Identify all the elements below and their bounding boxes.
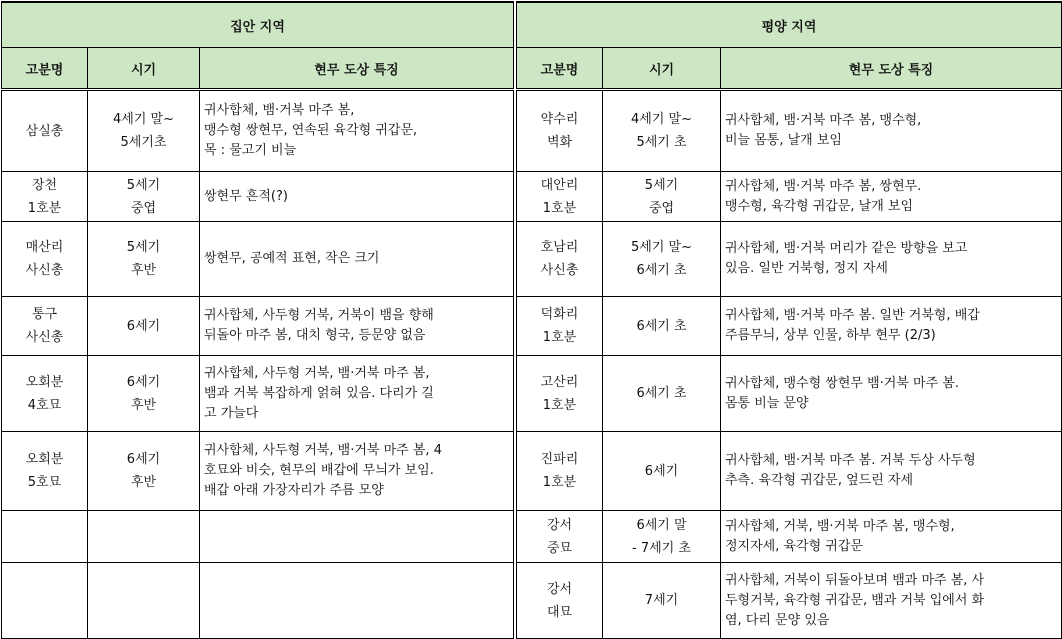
- empty-cell: [2, 511, 88, 563]
- jipan-region-table: [1, 1, 514, 639]
- table-row: [517, 222, 1062, 297]
- period-cell: 5세기 중엽: [603, 172, 721, 222]
- period-cell: 6세기: [88, 297, 200, 356]
- tomb-name-cell: 진파리 1호분: [517, 432, 603, 511]
- period-cell: 7세기: [603, 563, 721, 639]
- features-cell: 귀사합체, 사두형 거북, 거북이 뱀을 향해 뒤돌아 마주 봄, 대치 형국, 등문양 없음: [200, 297, 514, 356]
- features-cell: 쌍현무 흔적(?): [200, 172, 514, 222]
- features-cell: 귀사합체, 맹수형 쌍현무 뱀·거북 마주 봄. 몸통 비늘 문양: [721, 356, 1062, 432]
- table-row: [2, 563, 514, 639]
- header-tomb-name: 고분명: [517, 48, 603, 90]
- table-row: [2, 90, 514, 172]
- tomb-name-cell: 통구 사신총: [2, 297, 88, 356]
- header-period: 시기: [88, 48, 200, 90]
- tomb-name-cell: 강서 중묘: [517, 511, 603, 563]
- table-row: [517, 432, 1062, 511]
- tomb-name-cell: 약수리 벽화: [517, 90, 603, 172]
- tomb-name-cell: 고산리 1호분: [517, 356, 603, 432]
- region-title: 평양 지역: [517, 2, 1062, 48]
- tomb-name-cell: 강서 대묘: [517, 563, 603, 639]
- features-cell: 귀사합체, 뱀·거북 머리가 같은 방향을 보고 있음. 일반 거북형, 정지 자세: [721, 222, 1062, 297]
- features-cell: 귀사합체, 뱀·거북 마주 봄, 맹수형 쌍현무, 연속된 육각형 귀갑문, 목 : 물고기 비늘: [200, 90, 514, 172]
- period-cell: 6세기 후반: [88, 432, 200, 511]
- features-cell: 귀사합체, 뱀·거북 마주 봄. 거북 두상 사두형 추측. 육각형 귀갑문, 엎드린 자세: [721, 432, 1062, 511]
- table-row: [517, 356, 1062, 432]
- period-cell: 4세기 말~ 5세기 초: [603, 90, 721, 172]
- tomb-name-cell: 삼실총: [2, 90, 88, 172]
- features-cell: 귀사합체, 뱀·거북 마주 봄. 일반 거북형, 배갑 주름무늬, 상부 인물, 하부 현무 (2/3): [721, 297, 1062, 356]
- empty-cell: [88, 511, 200, 563]
- header-period: 시기: [603, 48, 721, 90]
- period-cell: 6세기: [603, 432, 721, 511]
- features-cell: 귀사합체, 거북이 뒤돌아보며 뱀과 마주 봄, 사 두형거북, 육각형 귀갑문, 뱀과 거북 입에서 화 염, 다리 문양 있음: [721, 563, 1062, 639]
- period-cell: 5세기 후반: [88, 222, 200, 297]
- features-cell: 귀사합체, 거북, 뱀·거북 마주 봄, 맹수형, 정지자세, 육각형 귀갑문: [721, 511, 1062, 563]
- period-cell: 5세기 중엽: [88, 172, 200, 222]
- table-row: [2, 172, 514, 222]
- tomb-name-cell: 호남리 사신총: [517, 222, 603, 297]
- tomb-name-cell: 대안리 1호분: [517, 172, 603, 222]
- empty-cell: [2, 563, 88, 639]
- region-title: 집안 지역: [2, 2, 514, 48]
- period-cell: 6세기 말 - 7세기 초: [603, 511, 721, 563]
- tomb-name-cell: 오회분 5호묘: [2, 432, 88, 511]
- period-cell: 5세기 말~ 6세기 초: [603, 222, 721, 297]
- features-cell: 귀사합체, 사두형 거북, 뱀·거북 마주 봄, 4 호묘와 비슷, 현무의 배갑에 무늬가 보임. 배갑 아래 가장자리가 주름 모양: [200, 432, 514, 511]
- table-row: [2, 511, 514, 563]
- tomb-name-cell: 덕화리 1호분: [517, 297, 603, 356]
- pyongyang-region-table: [516, 1, 1062, 639]
- table-row: [517, 563, 1062, 639]
- table-row: [2, 297, 514, 356]
- period-cell: 6세기 후반: [88, 356, 200, 432]
- features-cell: 귀사합체, 뱀·거북 마주 봄, 맹수형, 비늘 몸통, 날개 보임: [721, 90, 1062, 172]
- period-cell: 6세기 초: [603, 356, 721, 432]
- tomb-name-cell: 매산리 사신총: [2, 222, 88, 297]
- empty-cell: [200, 563, 514, 639]
- features-cell: 쌍현무, 공예적 표현, 작은 크기: [200, 222, 514, 297]
- header-tomb-name: 고분명: [2, 48, 88, 90]
- features-cell: 귀사합체, 사두형 거북, 뱀·거북 마주 봄, 뱀과 거북 복잡하게 얽혀 있음. 다리가 길 고 가늘다: [200, 356, 514, 432]
- period-cell: 4세기 말~ 5세기초: [88, 90, 200, 172]
- table-row: [2, 356, 514, 432]
- empty-cell: [88, 563, 200, 639]
- table-row: [517, 511, 1062, 563]
- empty-cell: [200, 511, 514, 563]
- table-row: [517, 172, 1062, 222]
- header-features: 현무 도상 특징: [200, 48, 514, 90]
- tomb-name-cell: 장천 1호분: [2, 172, 88, 222]
- features-cell: 귀사합체, 뱀·거북 마주 봄, 쌍현무. 맹수형, 육각형 귀갑문, 날개 보임: [721, 172, 1062, 222]
- header-features: 현무 도상 특징: [721, 48, 1062, 90]
- table-row: [517, 297, 1062, 356]
- table-row: [2, 432, 514, 511]
- period-cell: 6세기 초: [603, 297, 721, 356]
- tomb-name-cell: 오회분 4호묘: [2, 356, 88, 432]
- table-row: [2, 222, 514, 297]
- table-row: [517, 90, 1062, 172]
